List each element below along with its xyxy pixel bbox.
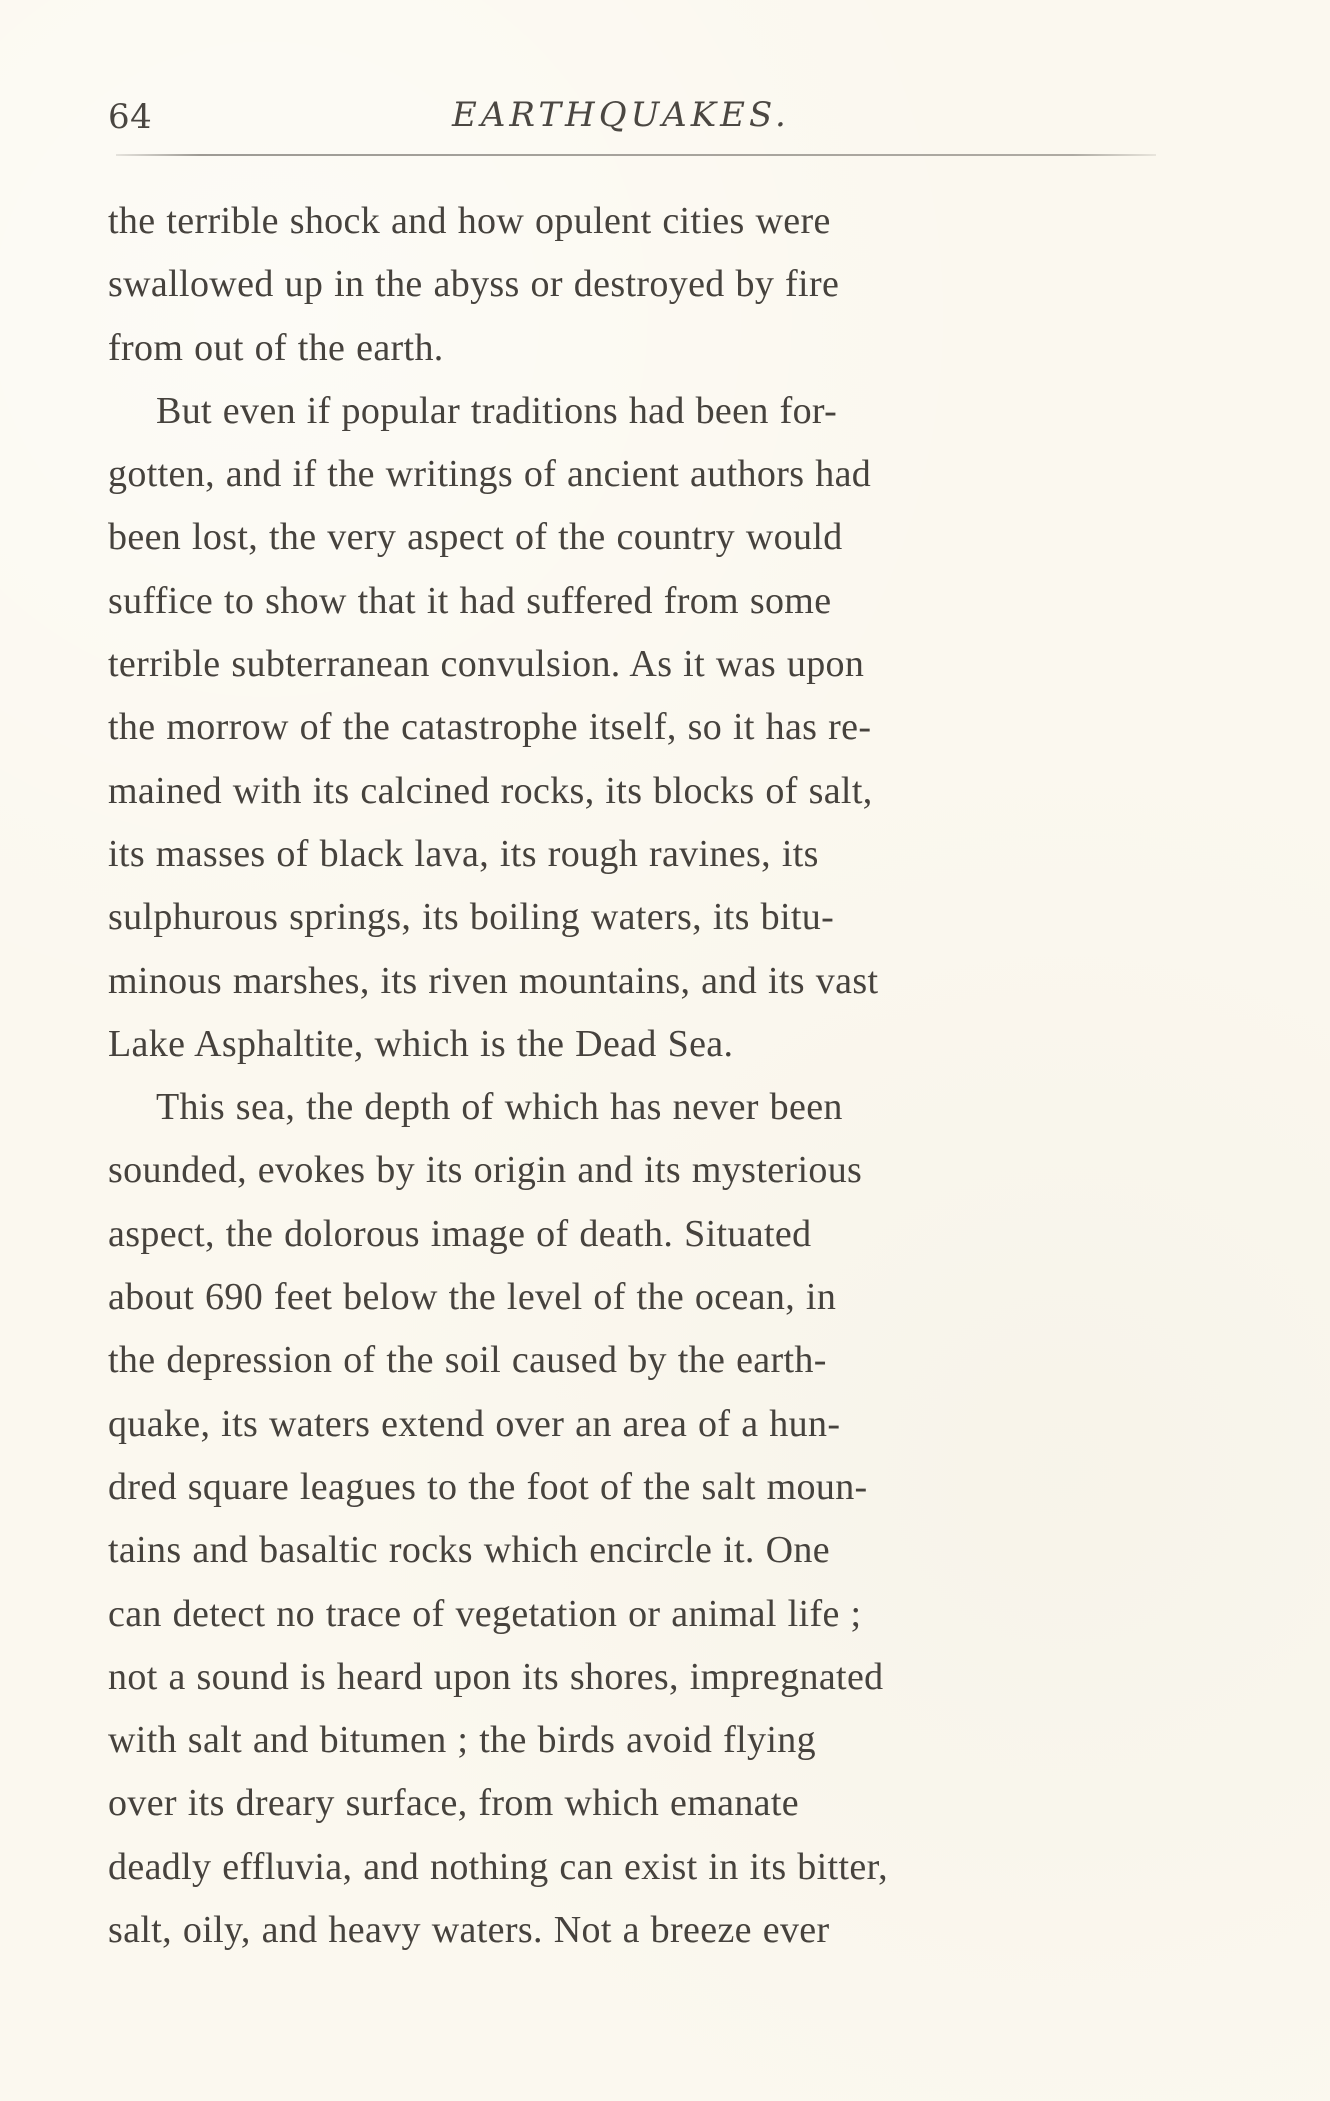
text-line: sounded, evokes by its origin and its mysterious bbox=[108, 1149, 863, 1192]
text-line: dred square leagues to the foot of the salt moun- bbox=[108, 1465, 868, 1508]
text-line: sulphurous springs, its boiling waters, its bitu- bbox=[108, 896, 835, 939]
text-line: gotten, and if the writings of ancient authors had bbox=[108, 453, 872, 496]
text-line: minous marshes, its riven mountains, and its vast bbox=[108, 959, 879, 1002]
text-line: mained with its calcined rocks, its blocks of salt, bbox=[108, 769, 873, 812]
text-line: Lake Asphaltite, which is the Dead Sea. bbox=[108, 1022, 734, 1065]
page-header bbox=[108, 95, 1156, 137]
text-line: the depression of the soil caused by the earth- bbox=[108, 1339, 827, 1382]
text-line: salt, oily, and heavy waters. Not a breeze ever bbox=[108, 1909, 830, 1952]
text-line: swallowed up in the abyss or destroyed by fire bbox=[108, 263, 840, 306]
text-line: quake, its waters extend over an area of a hun- bbox=[108, 1402, 841, 1445]
paragraph-start-line: But even if popular traditions had been for- bbox=[156, 389, 838, 432]
text-line: terrible subterranean convulsion. As it was upon bbox=[108, 643, 865, 686]
text-line: from out of the earth. bbox=[108, 326, 444, 369]
header-rule bbox=[116, 154, 1156, 156]
text-line: over its dreary surface, from which emanate bbox=[108, 1782, 800, 1825]
body-text bbox=[108, 190, 1160, 1962]
text-line: aspect, the dolorous image of death. Situated bbox=[108, 1212, 812, 1255]
page-number: 64 bbox=[108, 97, 153, 137]
text-line: tains and basaltic rocks which encircle it. One bbox=[108, 1529, 830, 1572]
text-line: with salt and bitumen ; the birds avoid flying bbox=[108, 1719, 817, 1762]
text-line: the terrible shock and how opulent cities were bbox=[108, 200, 831, 242]
text-line: can detect no trace of vegetation or animal life ; bbox=[108, 1592, 862, 1635]
text-line: about 690 feet below the level of the ocean, in bbox=[108, 1276, 837, 1319]
text-line: not a sound is heard upon its shores, impregnated bbox=[108, 1655, 884, 1698]
paragraph-start-line: This sea, the depth of which has never been bbox=[156, 1086, 843, 1129]
text-line: deadly effluvia, and nothing can exist in its bitter, bbox=[108, 1845, 888, 1888]
text-line: been lost, the very aspect of the country would bbox=[108, 516, 843, 559]
text-line: the morrow of the catastrophe itself, so it has re- bbox=[108, 706, 872, 749]
text-line: its masses of black lava, its rough ravines, its bbox=[108, 832, 819, 875]
text-line: suffice to show that it had suffered from some bbox=[108, 579, 832, 622]
running-title: EARTHQUAKES. bbox=[452, 95, 790, 135]
